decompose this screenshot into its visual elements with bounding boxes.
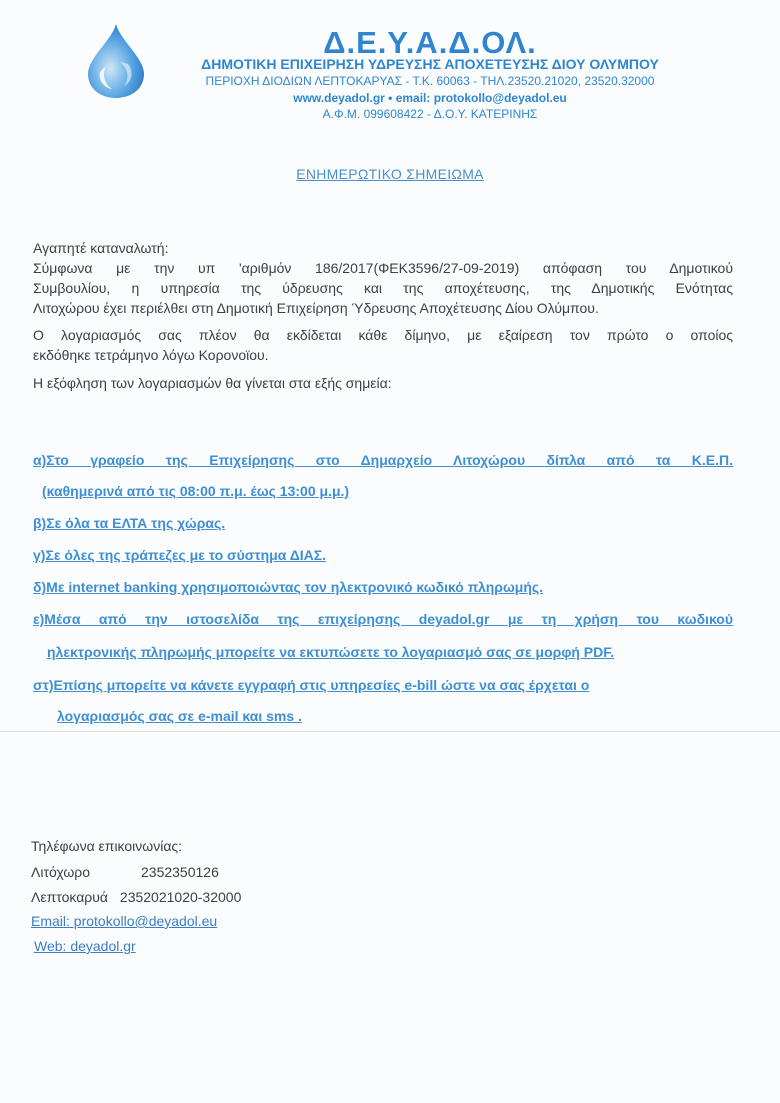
payment-point-d: δ)Με internet banking χρησιμοποιώντας τον ηλεκτρονικό κωδικό πληρωμής. bbox=[33, 579, 544, 595]
payment-point-a: α)Στο γραφείο της Επιχείρησης στο Δημαρχείο Λιτοχώρου δίπλα από τα Κ.Ε.Π. bbox=[33, 452, 733, 468]
contact-heading: Τηλέφωνα επικοινωνίας: bbox=[31, 838, 183, 854]
intro-paragraph-1-line-1: Σύμφωνα με την υπ 'αριθμόν 186/2017(ΦΕΚ3596/27-09-2019) απόφαση του Δημοτικού bbox=[33, 260, 733, 276]
payment-point-f-continued: λογαριασμός σας σε e-mail και sms . bbox=[57, 708, 302, 724]
intro-paragraph-1-line-2: Συμβουλίου, η υπηρεσία της ύδρευσης και της αποχέτευσης, της Δημοτικής Ενότητας bbox=[33, 280, 733, 296]
organization-address: ΠΕΡΙΟΧΗ ΔΙΟΔΙΩΝ ΛΕΠΤΟΚΑΡΥΑΣ - Τ.Κ. 60063 - ΤΗΛ.23520.21020, 23520.32000 bbox=[205, 74, 655, 88]
organization-acronym: Δ.Ε.Υ.Α.Δ.ΟΛ. bbox=[323, 25, 537, 60]
payment-point-f: στ)Επίσης μπορείτε να κάνετε εγγραφή στις υπηρεσίες e-bill ώστε να σας έρχεται ο bbox=[33, 677, 590, 693]
document-title: ΕΝΗΜΕΡΩΤΙΚΟ ΣΗΜΕΙΩΜΑ bbox=[296, 166, 484, 182]
payment-point-a-hours: (καθημερινά από τις 08:00 π.μ. έως 13:00 μ.μ.) bbox=[42, 483, 350, 499]
paper-fold-line bbox=[0, 731, 780, 732]
organization-name: ΔΗΜΟΤΙΚΗ ΕΠΙΧΕΙΡΗΣΗ ΥΔΡΕΥΣΗΣ ΑΠΟΧΕΤΕΥΣΗΣ ΔΙΟΥ ΟΛΥΜΠΟΥ bbox=[201, 56, 659, 72]
intro-paragraph-3: Η εξόφληση των λογαριασμών θα γίνεται στα εξής σημεία: bbox=[33, 375, 392, 391]
intro-paragraph-2-line-1: Ο λογαριασμός σας πλέον θα εκδίδεται κάθε δίμηνο, με εξαίρεση τον πρώτο ο οποίος bbox=[33, 327, 733, 343]
contact-phone-label: Λεπτοκαρυά bbox=[31, 889, 109, 905]
payment-point-e: ε)Μέσα από την ιστοσελίδα της επιχείρησης deyadol.gr με τη χρήση του κωδικού bbox=[33, 611, 733, 627]
payment-point-e-continued: ηλεκτρονικής πληρωμής μπορείτε να εκτυπώσετε το λογαριασμό σας σε μορφή PDF. bbox=[47, 644, 615, 660]
contact-phone-leptokarya bbox=[31, 887, 241, 907]
salutation: Αγαπητέ καταναλωτή: bbox=[33, 240, 169, 256]
organization-web-email: www.deyadol.gr • email: protokollo@deyadol.eu bbox=[293, 91, 567, 105]
organization-tax-info: Α.Φ.Μ. 099608422 - Δ.Ο.Υ. ΚΑΤΕΡΙΝΗΣ bbox=[322, 107, 538, 121]
contact-web-link[interactable]: Web: deyadol.gr bbox=[34, 938, 136, 954]
water-drop-logo-icon bbox=[84, 22, 148, 100]
contact-phone-label: Λιτόχωρο bbox=[31, 864, 91, 880]
payment-point-c: γ)Σε όλες της τράπεζες με το σύστημα ΔΙΑΣ. bbox=[33, 547, 327, 563]
contact-phone-litochoro bbox=[31, 862, 291, 882]
contact-phone-number: 2352350126 bbox=[141, 864, 219, 880]
intro-paragraph-2-line-2: εκδόθηκε τετράμηνο λόγω Κορονοϊου. bbox=[33, 347, 269, 363]
intro-paragraph-1-line-3: Λιτοχώρου έχει περιέλθει στη Δημοτική Επιχείρηση Ύδρευσης Αποχέτευσης Δίου Ολύμπου. bbox=[33, 300, 599, 316]
contact-phone-number: 2352021020-32000 bbox=[119, 889, 242, 905]
contact-email-link[interactable]: Email: protokollo@deyadol.eu bbox=[31, 913, 218, 929]
payment-point-b: β)Σε όλα τα ΕΛΤΑ της χώρας. bbox=[33, 515, 226, 531]
